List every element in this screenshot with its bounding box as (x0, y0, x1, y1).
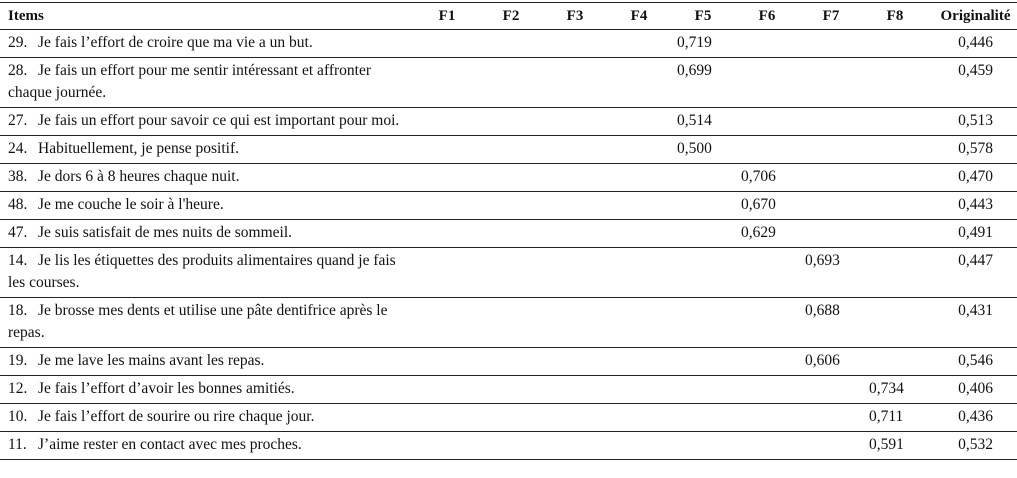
loading-f7: 0,693 (799, 248, 863, 298)
loading-f1 (415, 298, 479, 348)
loading-f1 (415, 432, 479, 460)
loading-f3 (543, 432, 607, 460)
originalite-value: 0,406 (927, 376, 1017, 404)
loading-f3 (543, 136, 607, 164)
loading-f2 (479, 164, 543, 192)
loading-f6: 0,706 (735, 164, 799, 192)
item-number: 47. (8, 224, 28, 241)
loading-f7: 0,606 (799, 348, 863, 376)
loading-f6 (735, 108, 799, 136)
header-items: Items (0, 3, 415, 30)
header-f2: F2 (479, 3, 543, 30)
loading-f8 (863, 108, 927, 136)
loading-f5: 0,719 (671, 30, 735, 58)
item-number: 28. (8, 62, 28, 79)
loading-f5 (671, 404, 735, 432)
item-text: Je dors 6 à 8 heures chaque nuit. (38, 168, 240, 185)
loading-f8 (863, 298, 927, 348)
loading-f4 (607, 404, 671, 432)
loading-f2 (479, 58, 543, 108)
loading-f7 (799, 192, 863, 220)
loading-f5 (671, 298, 735, 348)
loading-f3 (543, 298, 607, 348)
loading-f2 (479, 298, 543, 348)
item-text: J’aime rester en contact avec mes proches. (38, 436, 302, 453)
item-cell (0, 192, 415, 220)
header-f5: F5 (671, 3, 735, 30)
loading-f5 (671, 220, 735, 248)
loading-f8 (863, 30, 927, 58)
item-cell (0, 30, 415, 58)
loading-f2 (479, 192, 543, 220)
loading-f3 (543, 164, 607, 192)
loading-f4 (607, 376, 671, 404)
loading-f7 (799, 30, 863, 58)
loading-f2 (479, 348, 543, 376)
loading-f8 (863, 136, 927, 164)
originalite-value: 0,470 (927, 164, 1017, 192)
loading-f4 (607, 108, 671, 136)
table-row (0, 432, 1017, 460)
loading-f4 (607, 30, 671, 58)
loading-f2 (479, 404, 543, 432)
item-cell (0, 404, 415, 432)
table-row (0, 108, 1017, 136)
loading-f5: 0,699 (671, 58, 735, 108)
header-f3: F3 (543, 3, 607, 30)
loading-f6: 0,670 (735, 192, 799, 220)
item-number: 27. (8, 112, 28, 129)
loading-f1 (415, 404, 479, 432)
loading-f6 (735, 298, 799, 348)
item-number: 19. (8, 352, 28, 369)
originalite-value: 0,546 (927, 348, 1017, 376)
loading-f4 (607, 432, 671, 460)
loading-f5 (671, 432, 735, 460)
item-cell (0, 348, 415, 376)
loading-f4 (607, 164, 671, 192)
table-row (0, 136, 1017, 164)
loading-f3 (543, 108, 607, 136)
header-f4: F4 (607, 3, 671, 30)
loading-f6 (735, 248, 799, 298)
originalite-value: 0,447 (927, 248, 1017, 298)
table-row (0, 248, 1017, 298)
table-row (0, 376, 1017, 404)
loading-f3 (543, 348, 607, 376)
item-cell (0, 136, 415, 164)
loading-f7 (799, 404, 863, 432)
loading-f7 (799, 58, 863, 108)
item-text: Je lis les étiquettes des produits alimentaires quand je fais les courses. (8, 252, 396, 291)
loading-f3 (543, 58, 607, 108)
loading-f6 (735, 348, 799, 376)
item-number: 14. (8, 252, 28, 269)
item-number: 38. (8, 168, 28, 185)
loading-f2 (479, 248, 543, 298)
item-text: Je suis satisfait de mes nuits de sommeil. (38, 224, 293, 241)
item-text: Je fais l’effort de croire que ma vie a un but. (38, 34, 313, 51)
header-f8: F8 (863, 3, 927, 30)
header-row (0, 3, 1017, 30)
loading-f5 (671, 376, 735, 404)
loading-f6 (735, 58, 799, 108)
loading-f8 (863, 348, 927, 376)
loading-f2 (479, 220, 543, 248)
originalite-value: 0,459 (927, 58, 1017, 108)
item-cell (0, 376, 415, 404)
originalite-value: 0,578 (927, 136, 1017, 164)
loading-f8 (863, 220, 927, 248)
item-text: Je me lave les mains avant les repas. (38, 352, 265, 369)
item-text: Je brosse mes dents et utilise une pâte dentifrice après le repas. (8, 302, 388, 341)
loading-f6 (735, 376, 799, 404)
loading-f8 (863, 192, 927, 220)
loading-f8 (863, 164, 927, 192)
loading-f4 (607, 192, 671, 220)
item-number: 18. (8, 302, 28, 319)
item-cell (0, 220, 415, 248)
item-number: 11. (8, 436, 27, 453)
header-f7: F7 (799, 3, 863, 30)
originalite-value: 0,431 (927, 298, 1017, 348)
loading-f3 (543, 30, 607, 58)
loading-f1 (415, 192, 479, 220)
loading-f5 (671, 192, 735, 220)
loading-f2 (479, 30, 543, 58)
loading-f8: 0,591 (863, 432, 927, 460)
loading-f8: 0,711 (863, 404, 927, 432)
table-row (0, 192, 1017, 220)
loading-f6 (735, 404, 799, 432)
loading-f2 (479, 136, 543, 164)
item-cell (0, 108, 415, 136)
table-row (0, 58, 1017, 108)
table-body (0, 30, 1017, 460)
loading-f4 (607, 248, 671, 298)
loading-f1 (415, 136, 479, 164)
table-row (0, 298, 1017, 348)
loading-f5 (671, 348, 735, 376)
loading-f3 (543, 248, 607, 298)
originalite-value: 0,532 (927, 432, 1017, 460)
loading-f6 (735, 136, 799, 164)
item-text: Je fais un effort pour me sentir intéressant et affronter chaque journée. (8, 62, 371, 101)
loading-f6 (735, 432, 799, 460)
loading-f3 (543, 376, 607, 404)
loading-f6 (735, 30, 799, 58)
table-row (0, 348, 1017, 376)
loading-f7 (799, 164, 863, 192)
loading-f1 (415, 348, 479, 376)
item-text: Je fais un effort pour savoir ce qui est important pour moi. (38, 112, 400, 129)
table-row (0, 404, 1017, 432)
loading-f3 (543, 192, 607, 220)
header-f1: F1 (415, 3, 479, 30)
loading-f7 (799, 432, 863, 460)
factor-loadings-table (0, 2, 1017, 460)
item-text: Je fais l’effort de sourire ou rire chaque jour. (38, 408, 315, 425)
loading-f1 (415, 220, 479, 248)
item-number: 29. (8, 34, 28, 51)
originalite-value: 0,446 (927, 30, 1017, 58)
table-row (0, 30, 1017, 58)
originalite-value: 0,436 (927, 404, 1017, 432)
header-f6: F6 (735, 3, 799, 30)
loading-f2 (479, 376, 543, 404)
item-number: 24. (8, 140, 28, 157)
loading-f2 (479, 432, 543, 460)
item-cell (0, 248, 415, 298)
item-cell (0, 432, 415, 460)
loading-f7 (799, 108, 863, 136)
loading-f1 (415, 376, 479, 404)
loading-f8 (863, 248, 927, 298)
header-originalite: Originalité (927, 3, 1017, 30)
item-number: 12. (8, 380, 28, 397)
loading-f8: 0,734 (863, 376, 927, 404)
originalite-value: 0,443 (927, 192, 1017, 220)
item-number: 10. (8, 408, 28, 425)
loading-f5 (671, 248, 735, 298)
loading-f4 (607, 298, 671, 348)
item-cell (0, 58, 415, 108)
item-text: Je me couche le soir à l'heure. (38, 196, 224, 213)
loading-f5 (671, 164, 735, 192)
loading-f8 (863, 58, 927, 108)
loading-f5: 0,514 (671, 108, 735, 136)
loading-f7 (799, 376, 863, 404)
originalite-value: 0,513 (927, 108, 1017, 136)
item-text: Je fais l’effort d’avoir les bonnes amitiés. (38, 380, 295, 397)
loading-f1 (415, 248, 479, 298)
loading-f4 (607, 220, 671, 248)
loading-f3 (543, 220, 607, 248)
loading-f4 (607, 136, 671, 164)
loading-f4 (607, 348, 671, 376)
loading-f3 (543, 404, 607, 432)
loading-f7 (799, 136, 863, 164)
loading-f1 (415, 108, 479, 136)
loading-f6: 0,629 (735, 220, 799, 248)
loading-f1 (415, 58, 479, 108)
loading-f1 (415, 30, 479, 58)
item-cell (0, 164, 415, 192)
item-number: 48. (8, 196, 28, 213)
loading-f7 (799, 220, 863, 248)
table-row (0, 164, 1017, 192)
item-cell (0, 298, 415, 348)
originalite-value: 0,491 (927, 220, 1017, 248)
loading-f1 (415, 164, 479, 192)
loading-f7: 0,688 (799, 298, 863, 348)
loading-f2 (479, 108, 543, 136)
table-row (0, 220, 1017, 248)
loading-f4 (607, 58, 671, 108)
loading-f5: 0,500 (671, 136, 735, 164)
item-text: Habituellement, je pense positif. (38, 140, 240, 157)
